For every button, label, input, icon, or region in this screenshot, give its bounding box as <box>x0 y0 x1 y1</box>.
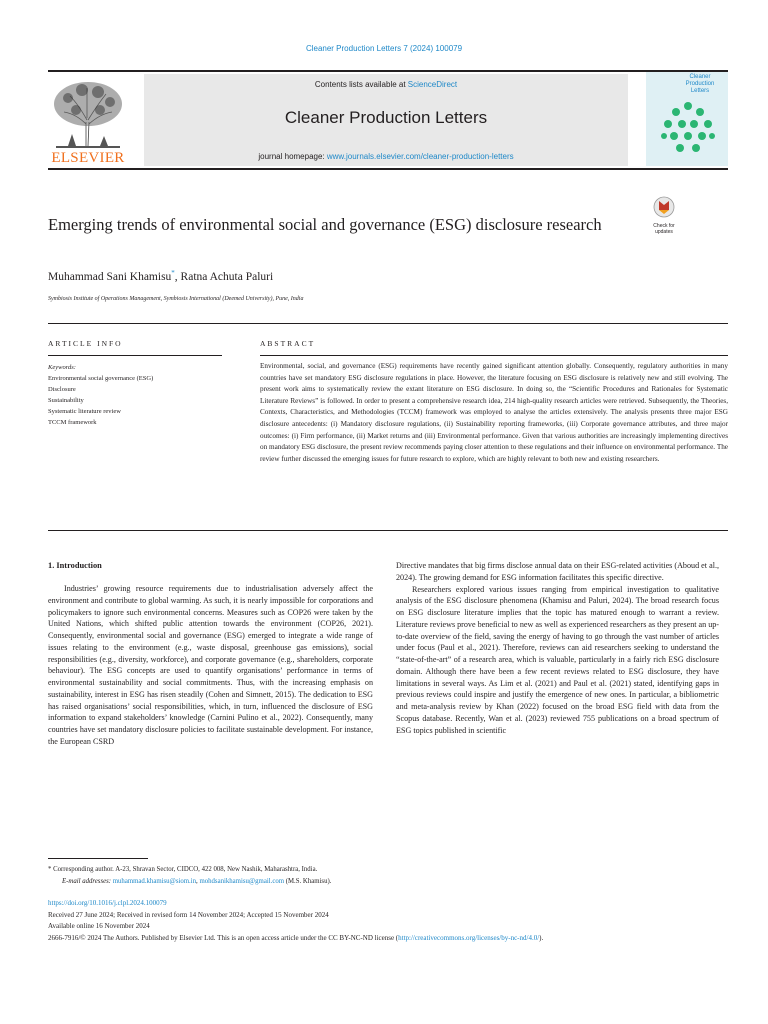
journal-name: Cleaner Production Letters <box>284 108 488 127</box>
crossmark-icon <box>646 196 682 218</box>
keyword-item: TCCM framework <box>48 419 97 426</box>
sciencedirect-link[interactable]: ScienceDirect <box>407 80 458 89</box>
paragraph: Industries’ growing resource requirements due to industrialisation adversely affect the environment and contribute to global warming. As such, it is nearly impossible for corporations and policymakers to ignore such environmental concerns. Measures such as COP26 were taken by the United Nations, which shifted public attention towards the environment (COP26, 2021). Consequently, environmental social and governance (ESG) emerged to integrate a wide range of issues relating to the environment (e.g., waste disposal, greenhouse gas emissions), social responsibilities (e.g., diversity, workforce), and corporate governance (e.g., shareholders, corporate behaviour). The ESG concepts are used to quantify organisations’ performance in terms of environmental sustainability and social commitments. Thus, with the increasing emphasis on sustainability, interest in ESG has risen steadily (Cohen and Simnett, 2015). The dedication to ESG has raised organisations’ social responsibilities, which, in turn, influenced the disclosure of ESG information to expand stakeholders’ knowledge (Carnini Pulino et al., 2022). Consequently, many countries have set mandatory disclosure policies to facilitate sustainable development. For instance, the European CSRD <box>48 584 373 746</box>
paragraph: Directive mandates that big firms disclose annual data on their ESG-related activities (Aboud et al., 2024). The growing demand for ESG information facilitates this specific directive. <box>396 561 719 582</box>
author-list: Muhammad Sani Khamisu*, Ratna Achuta Paluri <box>48 269 274 283</box>
doi-link[interactable]: https://doi.org/10.1016/j.clpl.2024.100079 <box>48 899 167 907</box>
article-info-rule <box>48 355 222 356</box>
keyword-item: Systematic literature review <box>48 408 121 415</box>
license-link[interactable]: http://creativecommons.org/licenses/by-nc-nd/4.0/ <box>398 933 540 942</box>
email-label: E-mail addresses: <box>62 878 112 885</box>
homepage-prefix: journal homepage: <box>258 152 327 161</box>
email-suffix: (M.S. Khamisu). <box>285 878 332 885</box>
contents-prefix: Contents lists available at <box>314 80 408 89</box>
body-column-left <box>48 583 373 748</box>
keywords-label: Keywords: <box>48 364 76 371</box>
affiliation: Symbiosis Institute of Operations Management, Symbiosis International (Deemed University), Pune, India <box>48 296 304 302</box>
section-rule <box>48 323 728 324</box>
abstract-end-rule <box>48 530 728 531</box>
homepage-link[interactable]: www.journals.elsevier.com/cleaner-production-letters <box>326 152 514 161</box>
keyword-item: Environmental social governance (ESG) <box>48 375 154 382</box>
publisher-wordmark: ELSEVIER <box>51 150 125 166</box>
contents-line <box>144 80 628 89</box>
footnote-rule <box>48 858 148 859</box>
abstract-heading: ABSTRACT <box>260 339 316 348</box>
received-dates: Received 27 June 2024; Received in revised form 14 November 2024; Accepted 15 November 2024 <box>48 910 329 919</box>
header-rule-top <box>48 70 728 72</box>
author-name[interactable]: Ratna Achuta Paluri <box>180 270 274 283</box>
corresponding-author-note: * Corresponding author. A-23, Shravan Sector, CIDCO, 422 008, New Nashik, Maharashtra, India. <box>48 866 318 873</box>
footnote <box>48 864 728 888</box>
abstract-rule <box>260 355 728 356</box>
journal-homepage <box>144 152 628 161</box>
email-link[interactable]: muhammad.khamisu@siom.in <box>112 878 197 885</box>
email-link[interactable]: mohdsanikhamisu@gmail.com <box>199 878 285 885</box>
license-statement <box>48 933 728 945</box>
journal-reference[interactable]: Cleaner Production Letters 7 (2024) 100079 <box>305 44 463 53</box>
keyword-item: Disclosure <box>48 386 76 393</box>
section-heading-introduction: 1. Introduction <box>48 561 102 570</box>
license-prefix: 2666-7916/© 2024 The Authors. Published by Elsevier Ltd. This is an open access article under the CC BY-NC-ND license ( <box>48 933 399 942</box>
email-line: E-mail addresses: muhammad.khamisu@siom.in, mohdsanikhamisu@gmail.com (M.S. Khamisu). <box>62 878 332 885</box>
article-info-heading: ARTICLE INFO <box>48 339 123 348</box>
keyword-item: Sustainability <box>48 397 84 404</box>
available-online: Available online 16 November 2024 <box>48 922 150 930</box>
cover-dots-graphic <box>650 96 726 162</box>
keywords-block <box>48 362 222 428</box>
article-metadata <box>48 898 728 944</box>
author-name[interactable]: Muhammad Sani Khamisu <box>48 270 172 283</box>
header-rule-bottom <box>48 168 728 170</box>
body-column-right <box>396 560 719 736</box>
cover-title: Cleaner Production Letters <box>685 74 715 94</box>
paragraph: Researchers explored various issues ranging from empirical investigation to qualitative analysis of the ESG disclosure phenomena (Khamisu and Paluri, 2024). The broad research focus on ESG disclosure literature implies that the topic has matured enough to warrant a review. Literature reviews prove beneficial to new as well as experienced researchers as they present an up-to-date overview of the field, saving the energy of having to go through the vast number of articles under focus (Paul et al., 2021). Therefore, reviews can aid researchers seeking to understand the “state-of-the-art” of a research area, which is valuable, particularly in a fairly rich ESG disclosure domain. Although there have been a few recent reviews related to ESG disclosure, they have limitations in several ways. As Lim et al. (2021) and Paul et al. (2021) stated, identifying gaps in previous reviews could inspire and justify the emergence of new ones. In particular, a bibliometric and meta-analysis review by Khan (2022) focused on the broad ESG field with data from the Scopus database. Recently, Wan et al. (2023) reviewed 755 publications on a broad spectrum of ESG topics published in scientific <box>396 584 719 735</box>
abstract-text: Environmental, social, and governance (ESG) requirements have recently gained significant attention globally. Consequently, regulatory authorities in many countries have set mandatory ESG disclosure regulations in place. However, the literature focusing on ESG disclosure is relatively new and still evolving. The present work aims to systematically review the extant literature on ESG disclosure. In doing so, the “Scientific Procedures and Rationales for Systematic Literature Reviews” is followed. In order to present a comprehensive research idea, 214 high-quality research articles were retrieved. Subsequently, the Theories, Contexts, Characteristics, and Methodologies (TCCM) framework was employed to analyse the articles extensively. The analysis presents three major ESG disclosure antecedents: (i) Mandatory disclosure regulations, (ii) Sustainability reporting frameworks, (iii) Corporate governance attributes, and three major outcomes: (i) Firm performance, (ii) Market returns and (iii) Environmental performance. Given that various authorities are increasingly implementing directives on mandatory ESG disclosure, the present review recommends paying closer attention to these regulations and their influence on environmental performance. The review further discussed the emerging issues for future research to explore, which are highly relevant to both new and existing researchers. <box>260 362 728 463</box>
article-title: Emerging trends of environmental social and governance (ESG) disclosure research <box>48 215 602 234</box>
check-for-updates-badge[interactable] <box>646 196 682 235</box>
license-suffix: ). <box>539 933 544 942</box>
crossmark-label: Check for updates <box>653 223 675 235</box>
corresponding-mark[interactable]: * <box>171 269 175 277</box>
